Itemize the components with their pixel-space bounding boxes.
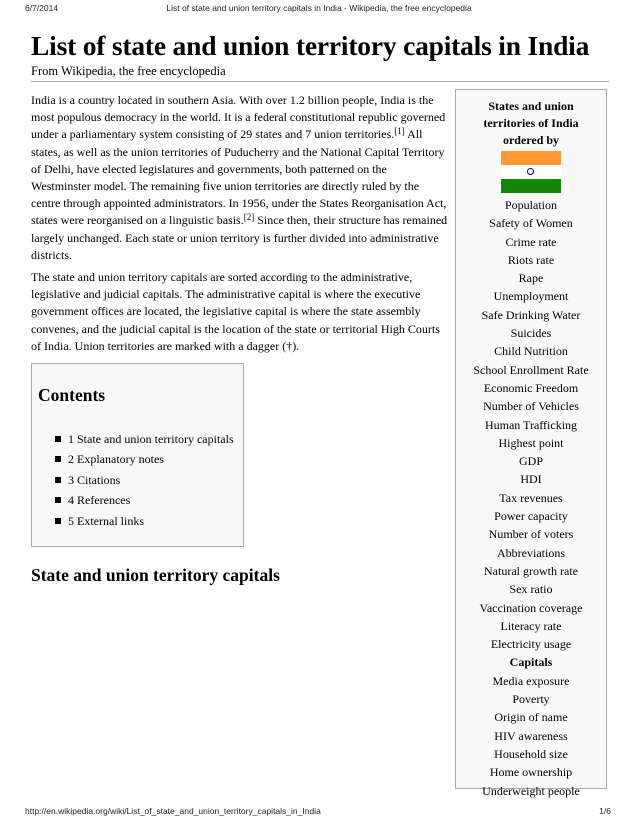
infobox-title: States and union territories of India ordered by [483, 99, 579, 147]
india-flag-icon [501, 151, 561, 193]
title-divider [31, 81, 609, 82]
print-header [0, 3, 638, 17]
toc-item-label[interactable]: 4 References [68, 493, 131, 508]
toc-item[interactable] [32, 449, 234, 469]
flag-band-white [501, 165, 561, 179]
infobox-item[interactable]: Origin of name [494, 710, 568, 725]
infobox-item[interactable]: Safety of Women [489, 216, 573, 231]
bullet-icon [55, 497, 61, 503]
infobox-item[interactable]: Power capacity [494, 509, 568, 524]
toc-item-label[interactable]: 1 State and union territory capitals [68, 432, 234, 446]
toc-item[interactable] [32, 470, 234, 490]
infobox-item[interactable]: Literacy rate [500, 618, 562, 633]
bullet-icon [55, 436, 61, 442]
infobox-item[interactable]: Tax revenues [499, 490, 563, 505]
bullet-icon [55, 518, 61, 524]
infobox-item[interactable]: HDI [520, 472, 542, 487]
toc-item[interactable] [32, 490, 234, 510]
infobox-item[interactable]: Household size [494, 746, 568, 761]
infobox-item[interactable]: Unemployment [493, 289, 569, 304]
infobox-item-current: Capitals [509, 655, 553, 670]
print-url: http://en.wikipedia.org/wiki/List_of_state_and_union_territory_capitals_in_India [25, 806, 321, 816]
infobox-item[interactable]: Safe Drinking Water [481, 307, 581, 322]
infobox-item[interactable]: GDP [518, 454, 543, 469]
print-footer [0, 806, 638, 820]
infobox-item[interactable]: Rape [518, 271, 544, 286]
citation-link-1[interactable]: [1] [394, 126, 405, 137]
infobox-item[interactable]: Natural growth rate [484, 563, 578, 578]
section-heading-capitals: State and union territory capitals [31, 565, 280, 585]
infobox-item[interactable]: Home ownership [489, 765, 573, 780]
intro-paragraph [31, 92, 449, 264]
infobox-item[interactable]: Underweight people [482, 783, 580, 798]
infobox-item[interactable]: Riots rate [507, 252, 555, 267]
infobox-item[interactable]: Economic Freedom [483, 380, 579, 395]
infobox-item[interactable]: Crime rate [505, 234, 557, 249]
page-subtitle: From Wikipedia, the free encyclopedia [31, 64, 226, 78]
infobox-item[interactable]: Number of voters [488, 527, 574, 542]
infobox-list [456, 196, 606, 800]
infobox-navigation [455, 89, 607, 798]
capitals-paragraph: The state and union territory capitals are sorted according to the administrative, legislative and judicial capitals. The administrative capital is where the executive government offices are located, the legislative capital is where the state assembly convenes, and the judicial capital is the location of the state or territorial High Courts of India. Union territories are marked with a dagger (†). [31, 270, 440, 353]
infobox-item[interactable]: Number of Vehicles [483, 399, 579, 414]
infobox-item[interactable]: Media exposure [492, 673, 570, 688]
infobox-item[interactable]: Electricity usage [490, 637, 572, 652]
toc-item-label[interactable]: 3 Citations [68, 472, 121, 487]
citation-link-2[interactable]: [2] [243, 212, 255, 223]
table-of-contents [31, 363, 244, 547]
bullet-icon [55, 456, 61, 462]
toc-item[interactable] [32, 429, 234, 449]
print-date: 6/7/2014 [25, 3, 59, 13]
print-page-title: List of state and union territory capitals in India - Wikipedia, the free encyclopedia [166, 3, 472, 13]
infobox-item[interactable]: Abbreviations [497, 545, 565, 560]
infobox-item[interactable]: Sex ratio [509, 582, 553, 597]
infobox-item[interactable]: Child Nutrition [494, 344, 568, 359]
infobox-item[interactable]: Human Trafficking [484, 417, 578, 432]
bullet-icon [55, 477, 61, 483]
infobox-item[interactable]: Population [504, 198, 557, 212]
toc-title: Contents [38, 385, 106, 405]
infobox-item[interactable]: HIV awareness [494, 728, 568, 743]
intro-text-3: Since then, their structure has remained largely unchanged. Each state or union territory is further divided into administrative districts. [31, 213, 448, 262]
infobox-item[interactable]: Vaccination coverage [479, 600, 583, 615]
toc-item[interactable] [32, 511, 234, 531]
page-title: List of state and union territory capitals in India [31, 30, 590, 61]
flag-band-green [501, 179, 561, 193]
intro-text-2: All states, as well as the union territories of Puducherry and the National Capital Territory of Delhi, have elected legislatures and governments, both patterned on the Westminster model. The remaining five union territories are directly ruled by the centre through appointed administrators. In 1956, under the States Reorganisation Act, states were reorganised on a linguistic basis. [31, 127, 447, 228]
infobox-item[interactable]: Suicides [510, 326, 552, 341]
toc-item-label[interactable]: 5 External links [68, 513, 144, 528]
print-page-number: 1/6 [599, 806, 611, 816]
flag-band-saffron [501, 151, 561, 165]
infobox-item[interactable]: School Enrollment Rate [473, 362, 589, 377]
infobox-item[interactable]: Highest point [498, 435, 564, 450]
infobox-item[interactable]: Poverty [512, 692, 550, 707]
ashoka-chakra-icon [527, 168, 534, 175]
intro-text-1: India is a country located in southern Asia. With over 1.2 billion people, India is the most populous democracy in the world. It is a federal constitutional republic governed under a parliamentary system consisting of 29 states and 7 union territories. [31, 93, 446, 142]
toc-item-label[interactable]: 2 Explanatory notes [68, 452, 164, 467]
toc-list [32, 429, 234, 531]
